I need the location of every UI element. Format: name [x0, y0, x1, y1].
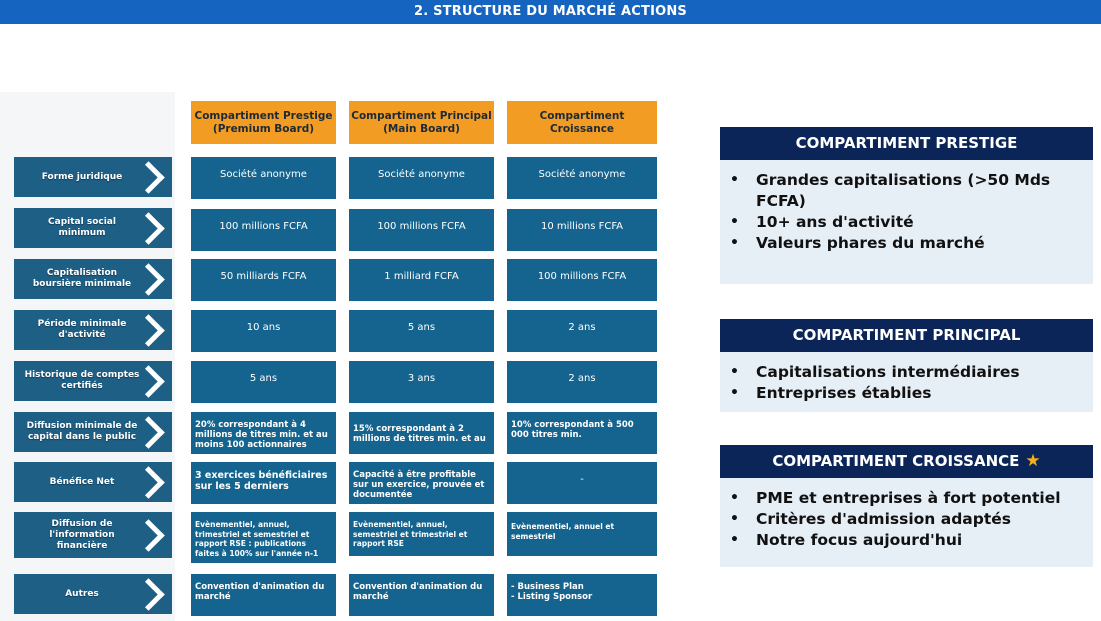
table-cell: 2 ans [507, 310, 657, 352]
table-cell: Société anonyme [191, 157, 336, 199]
row-label-text: Capital social minimum [48, 217, 116, 238]
comparison-table [0, 92, 665, 621]
row-label-historique [14, 361, 172, 401]
star-icon: ★ [1025, 451, 1041, 471]
card-list [720, 478, 1093, 563]
page-title: 2. STRUCTURE DU MARCHÉ ACTIONS [0, 0, 1101, 24]
row-label-diffusion-info [14, 512, 172, 558]
table-cell: Evènementiel, annuel, trimestriel et semestriel et rapport RSE : publications faites à 100% sur l'année n-1 [191, 512, 336, 563]
table-cell: 1 milliard FCFA [349, 259, 494, 301]
row-label-capitalisation [14, 259, 172, 299]
list-item: • Capitalisations intermédiaires [756, 362, 1081, 383]
table-cell: Société anonyme [349, 157, 494, 199]
table-cell: 20% correspondant à 4 millions de titres min. et au moins 100 actionnaires [191, 412, 336, 454]
card-principal [720, 319, 1093, 412]
list-item: • Entreprises établies [756, 383, 1081, 404]
chevron-right-icon [132, 161, 165, 194]
card-croissance [720, 445, 1093, 567]
table-cell: 10 ans [191, 310, 336, 352]
card-title [720, 445, 1093, 478]
table-cell: 5 ans [191, 361, 336, 403]
row-label-autres [14, 574, 172, 614]
table-cell: 5 ans [349, 310, 494, 352]
card-prestige [720, 127, 1093, 284]
table-cell: 10 millions FCFA [507, 209, 657, 251]
row-label-text: Bénéfice Net [49, 476, 115, 487]
row-label-diffusion-capital [14, 412, 172, 452]
table-cell: 100 millions FCFA [349, 209, 494, 251]
chevron-right-icon [132, 578, 165, 611]
table-cell: - Business Plan - Listing Sponsor [507, 574, 657, 616]
list-item: • Notre focus aujourd'hui [756, 530, 1081, 551]
list-item: • 10+ ans d'activité [756, 212, 1081, 233]
table-cell: Evènementiel, annuel, semestriel et trimestriel et rapport RSE [349, 512, 494, 556]
card-list [720, 352, 1093, 416]
card-title: COMPARTIMENT PRINCIPAL [720, 319, 1093, 352]
row-label-capital-social [14, 208, 172, 248]
table-cell: Convention d'animation du marché [349, 574, 494, 616]
list-item: • Critères d'admission adaptés [756, 509, 1081, 530]
row-label-periode [14, 310, 172, 350]
list-item: • Grandes capitalisations (>50 Mds FCFA) [756, 170, 1081, 212]
card-title-text: COMPARTIMENT CROISSANCE [772, 452, 1020, 470]
table-cell: 3 exercices bénéficiaires sur les 5 derniers [191, 462, 336, 504]
table-cell: 100 millions FCFA [191, 209, 336, 251]
table-cell: 2 ans [507, 361, 657, 403]
row-label-text: Autres [65, 588, 99, 599]
table-cell: 50 milliards FCFA [191, 259, 336, 301]
column-header-principal: Compartiment Principal (Main Board) [349, 101, 494, 144]
table-cell: 10% correspondant à 500 000 titres min. [507, 412, 657, 454]
table-cell: Capacité à être profitable sur un exercice, prouvée et documentée [349, 462, 494, 504]
list-item: • Valeurs phares du marché [756, 233, 1081, 254]
row-label-forme-juridique [14, 157, 172, 197]
chevron-right-icon [132, 466, 165, 499]
row-label-text: Forme juridique [41, 171, 123, 182]
row-label-text: Historique de comptes certifiés [24, 370, 140, 391]
row-label-text: Capitalisation boursière minimale [32, 268, 132, 289]
table-cell: Société anonyme [507, 157, 657, 199]
row-label-text: Diffusion minimale de capital dans le public [26, 421, 138, 442]
table-cell: 3 ans [349, 361, 494, 403]
column-header-prestige: Compartiment Prestige (Premium Board) [191, 101, 336, 144]
table-cell: 15% correspondant à 2 millions de titres min. et au [349, 412, 494, 454]
table-cell: Convention d'animation du marché [191, 574, 336, 616]
row-label-benefice [14, 462, 172, 502]
column-header-croissance: Compartiment Croissance [507, 101, 657, 144]
table-cell: 100 millions FCFA [507, 259, 657, 301]
list-item: • PME et entreprises à fort potentiel [756, 488, 1081, 509]
card-title: COMPARTIMENT PRESTIGE [720, 127, 1093, 160]
row-label-text: Période minimale d'activité [37, 319, 127, 340]
table-cell: - [507, 462, 657, 504]
card-list [720, 160, 1093, 266]
row-label-text: Diffusion de l'information financière [49, 518, 115, 551]
table-cell: Evènementiel, annuel et semestriel [507, 512, 657, 556]
